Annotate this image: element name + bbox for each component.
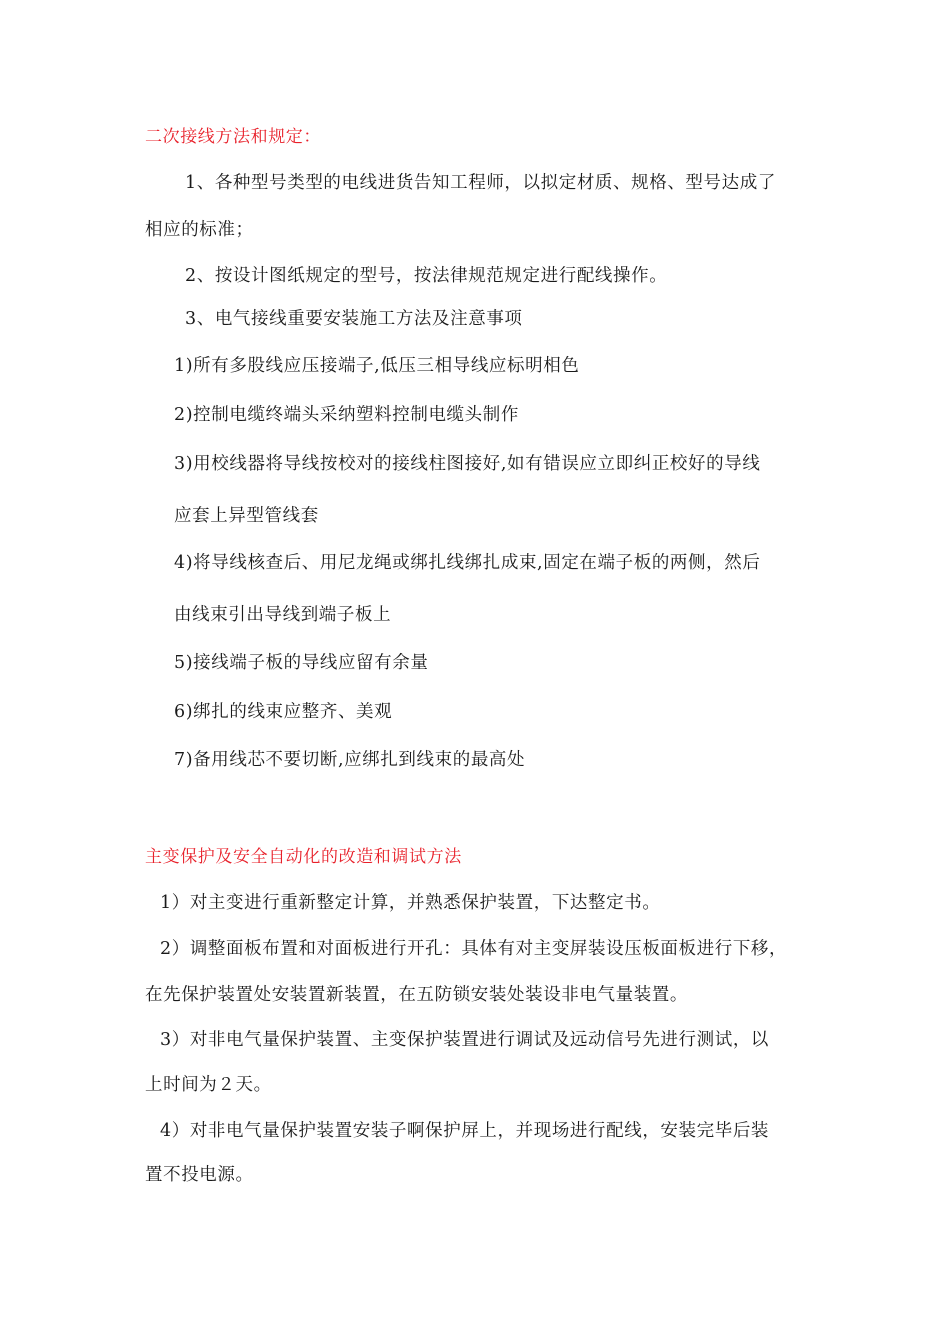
paragraph-3: 3、电气接线重要安装施工方法及注意事项 — [185, 309, 523, 329]
list-item-2: 2)控制电缆终端头采纳塑料控制电缆头制作 — [174, 405, 519, 425]
step-4-line-2: 置不投电源。 — [145, 1165, 254, 1185]
step-3-line-1: 3）对非电气量保护装置、主变保护装置进行调试及远动信号先进行测试，以 — [160, 1030, 770, 1050]
step-3-line-2: 上时间为２天。 — [145, 1075, 272, 1095]
list-item-5: 5)接线端子板的导线应留有余量 — [174, 653, 429, 673]
paragraph-2: 2、按设计图纸规定的型号，按法律规范规定进行配线操作。 — [185, 266, 668, 286]
list-item-7: 7)备用线芯不要切断,应绑扎到线束的最高处 — [174, 750, 526, 770]
list-item-4-line-2: 由线束引出导线到端子板上 — [174, 605, 392, 625]
step-2-line-1: 2）调整面板布置和对面板进行开孔：具体有对主变屏装设压板面板进行下移， — [160, 939, 788, 959]
list-item-6: 6)绑扎的线束应整齐、美观 — [174, 702, 393, 722]
list-item-1: 1)所有多股线应压接端子,低压三相导线应标明相色 — [174, 356, 580, 376]
step-4-line-1: 4）对非电气量保护装置安装子啊保护屏上，并现场进行配线，安装完毕后装 — [160, 1121, 770, 1141]
list-item-3-line-2: 应套上异型管线套 — [174, 506, 319, 526]
paragraph-1-line-1: 1、各种型号类型的电线进货告知工程师，以拟定材质、规格、型号达成了 — [185, 173, 776, 193]
list-item-4-line-1: 4)将导线核查后、用尼龙绳或绑扎线绑扎成束,固定在端子板的两侧，然后 — [174, 553, 761, 573]
paragraph-1-line-2: 相应的标准； — [145, 220, 254, 240]
step-2-line-2: 在先保护装置处安装置新装置，在五防锁安装处装设非电气量装置。 — [145, 985, 688, 1005]
step-1: 1）对主变进行重新整定计算，并熟悉保护装置，下达整定书。 — [160, 893, 661, 913]
section-heading-main-transformer: 主变保护及安全自动化的改造和调试方法 — [145, 847, 462, 867]
section-heading-secondary-wiring: 二次接线方法和规定： — [145, 127, 321, 147]
list-item-3-line-1: 3)用校线器将导线按校对的接线柱图接好,如有错误应立即纠正校好的导线 — [174, 454, 761, 474]
